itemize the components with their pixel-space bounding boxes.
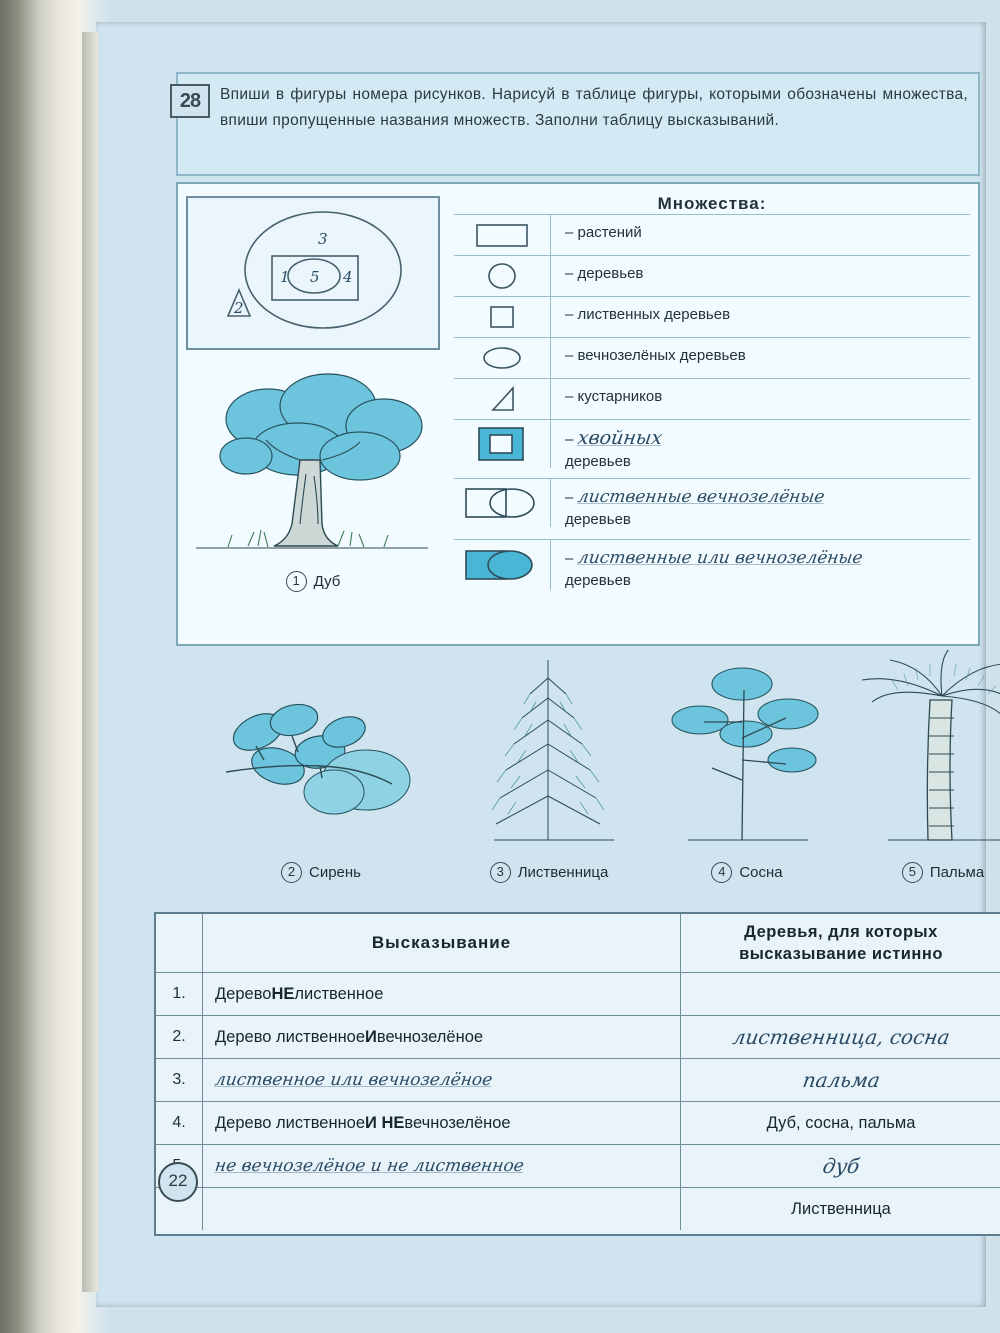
set-label: – вечнозелёных деревьев — [565, 347, 746, 364]
row-statement[interactable] — [203, 1059, 681, 1101]
handwritten-answer: лиственные или вечнозелёные — [576, 548, 864, 568]
triangle-icon — [454, 379, 551, 419]
row-statement — [203, 1102, 681, 1144]
table-row — [156, 1101, 1000, 1144]
sets-main-block — [176, 182, 980, 646]
table-header-row — [156, 914, 1000, 972]
dash: – — [565, 489, 574, 506]
row-number: 2. — [156, 1016, 203, 1058]
svg-text:1: 1 — [280, 268, 290, 286]
table-row — [156, 972, 1000, 1015]
table-row — [156, 1144, 1000, 1187]
picture-oak — [188, 364, 438, 604]
table-row — [156, 1187, 1000, 1230]
statement-post: вечнозелёное — [376, 1027, 484, 1046]
row-number: 4. — [156, 1102, 203, 1144]
caption-number: 2 — [281, 862, 302, 883]
statement-handwritten: лиственное или вечнозелёное — [213, 1070, 494, 1090]
row-answer[interactable] — [681, 1145, 1000, 1187]
statement-post: лиственное — [294, 984, 384, 1003]
set-sublabel: деревьев — [565, 453, 631, 470]
set-row — [454, 378, 970, 419]
ellipse-icon — [454, 256, 551, 296]
row-answer[interactable]: Дуб, сосна, пальма — [766, 1113, 916, 1132]
venn-diagram — [186, 196, 440, 350]
row-statement — [203, 1016, 681, 1058]
answer-handwritten: лиственница, сосна — [730, 1025, 952, 1049]
answer-handwritten: пальма — [800, 1068, 882, 1092]
set-label: – кустарников — [565, 388, 663, 405]
row-answer[interactable] — [681, 973, 1000, 1015]
handwritten-answer: хвойных — [575, 427, 664, 449]
statements-table — [154, 912, 1000, 1236]
statement-pre: Дерево лиственное — [215, 1113, 366, 1132]
page-number: 22 — [158, 1162, 198, 1202]
svg-text:4: 4 — [343, 268, 353, 286]
svg-text:2: 2 — [234, 299, 244, 317]
row-answer[interactable]: Лиственница — [791, 1199, 891, 1218]
pictures-row — [176, 650, 1000, 905]
svg-text:3: 3 — [318, 230, 328, 248]
set-label: – лиственных деревьев — [565, 306, 731, 323]
caption-pine — [642, 862, 852, 883]
header-num-cell — [156, 914, 203, 972]
set-row — [454, 419, 970, 478]
statement-pre: Дерево — [215, 984, 272, 1003]
statement-operator: И НЕ — [365, 1113, 405, 1132]
row-number: 1. — [156, 973, 203, 1015]
table-row — [156, 1058, 1000, 1101]
rect-and-ellipse-icon — [454, 479, 551, 527]
set-label: – растений — [565, 224, 642, 241]
set-label-7 — [551, 479, 970, 534]
row-statement — [203, 1188, 681, 1230]
caption-lilac — [216, 862, 426, 883]
sets-title: Множества: — [657, 194, 767, 213]
picture-palm — [838, 650, 1000, 883]
set-row — [454, 296, 970, 337]
row-statement[interactable] — [203, 1145, 681, 1187]
header-answer: Деревья, для которых высказывание истинно — [739, 923, 943, 963]
task-block — [176, 72, 980, 176]
set-label-8 — [551, 540, 970, 595]
caption-text: Дуб — [313, 573, 341, 590]
statement-post: вечнозелёное — [404, 1113, 511, 1132]
statement-operator: И — [365, 1027, 377, 1046]
set-row — [454, 255, 970, 296]
row-answer[interactable] — [681, 1016, 1000, 1058]
caption-oak — [188, 571, 438, 592]
filled-square-in-square-icon — [454, 420, 551, 468]
picture-larch — [444, 650, 654, 883]
caption-text: Сосна — [739, 864, 783, 881]
sets-table — [454, 190, 970, 636]
answer-handwritten: дуб — [820, 1154, 862, 1178]
row-answer[interactable] — [681, 1059, 1000, 1101]
caption-text: Пальма — [929, 864, 985, 881]
set-row — [454, 214, 970, 255]
dash: – — [565, 431, 574, 448]
caption-number: 3 — [490, 862, 511, 883]
dash: – — [565, 550, 574, 567]
filled-rect-ellipse-icon — [454, 540, 551, 590]
picture-pine — [642, 650, 852, 883]
row-number: 3. — [156, 1059, 203, 1101]
statement-handwritten: не вечнозелёное и не лиственное — [213, 1156, 526, 1176]
workbook-page — [96, 22, 986, 1307]
header-statement: Высказывание — [203, 914, 681, 972]
square-icon — [454, 297, 551, 337]
set-label-6 — [551, 420, 970, 476]
set-sublabel: деревьев — [565, 511, 631, 528]
set-row — [454, 539, 970, 602]
rectangle-icon — [454, 215, 551, 255]
set-row — [454, 337, 970, 378]
caption-number: 5 — [902, 862, 923, 883]
caption-number: 4 — [711, 862, 732, 883]
caption-text: Сирень — [309, 864, 361, 881]
caption-number: 1 — [286, 571, 307, 592]
set-row — [454, 478, 970, 539]
handwritten-answer: лиственные вечнозелёные — [576, 487, 826, 507]
statement-pre: Дерево лиственное — [215, 1027, 366, 1046]
row-statement — [203, 973, 681, 1015]
table-row — [156, 1015, 1000, 1058]
set-sublabel: деревьев — [565, 572, 631, 589]
task-number: 28 — [170, 84, 210, 118]
caption-text: Лиственница — [517, 864, 609, 881]
picture-lilac — [216, 680, 426, 883]
caption-palm — [838, 862, 1000, 883]
set-label: – деревьев — [565, 265, 644, 282]
task-text: Впиши в фигуры номера рисунков. Нарисуй в таблице фигуры, которыми обозначены множества, впиши пропущенные названия множеств. Заполни таблицу высказываний. — [220, 86, 968, 129]
statement-operator: НЕ — [271, 984, 295, 1003]
small-ellipse-icon — [454, 338, 551, 378]
svg-text:5: 5 — [310, 268, 320, 286]
caption-larch — [444, 862, 654, 883]
